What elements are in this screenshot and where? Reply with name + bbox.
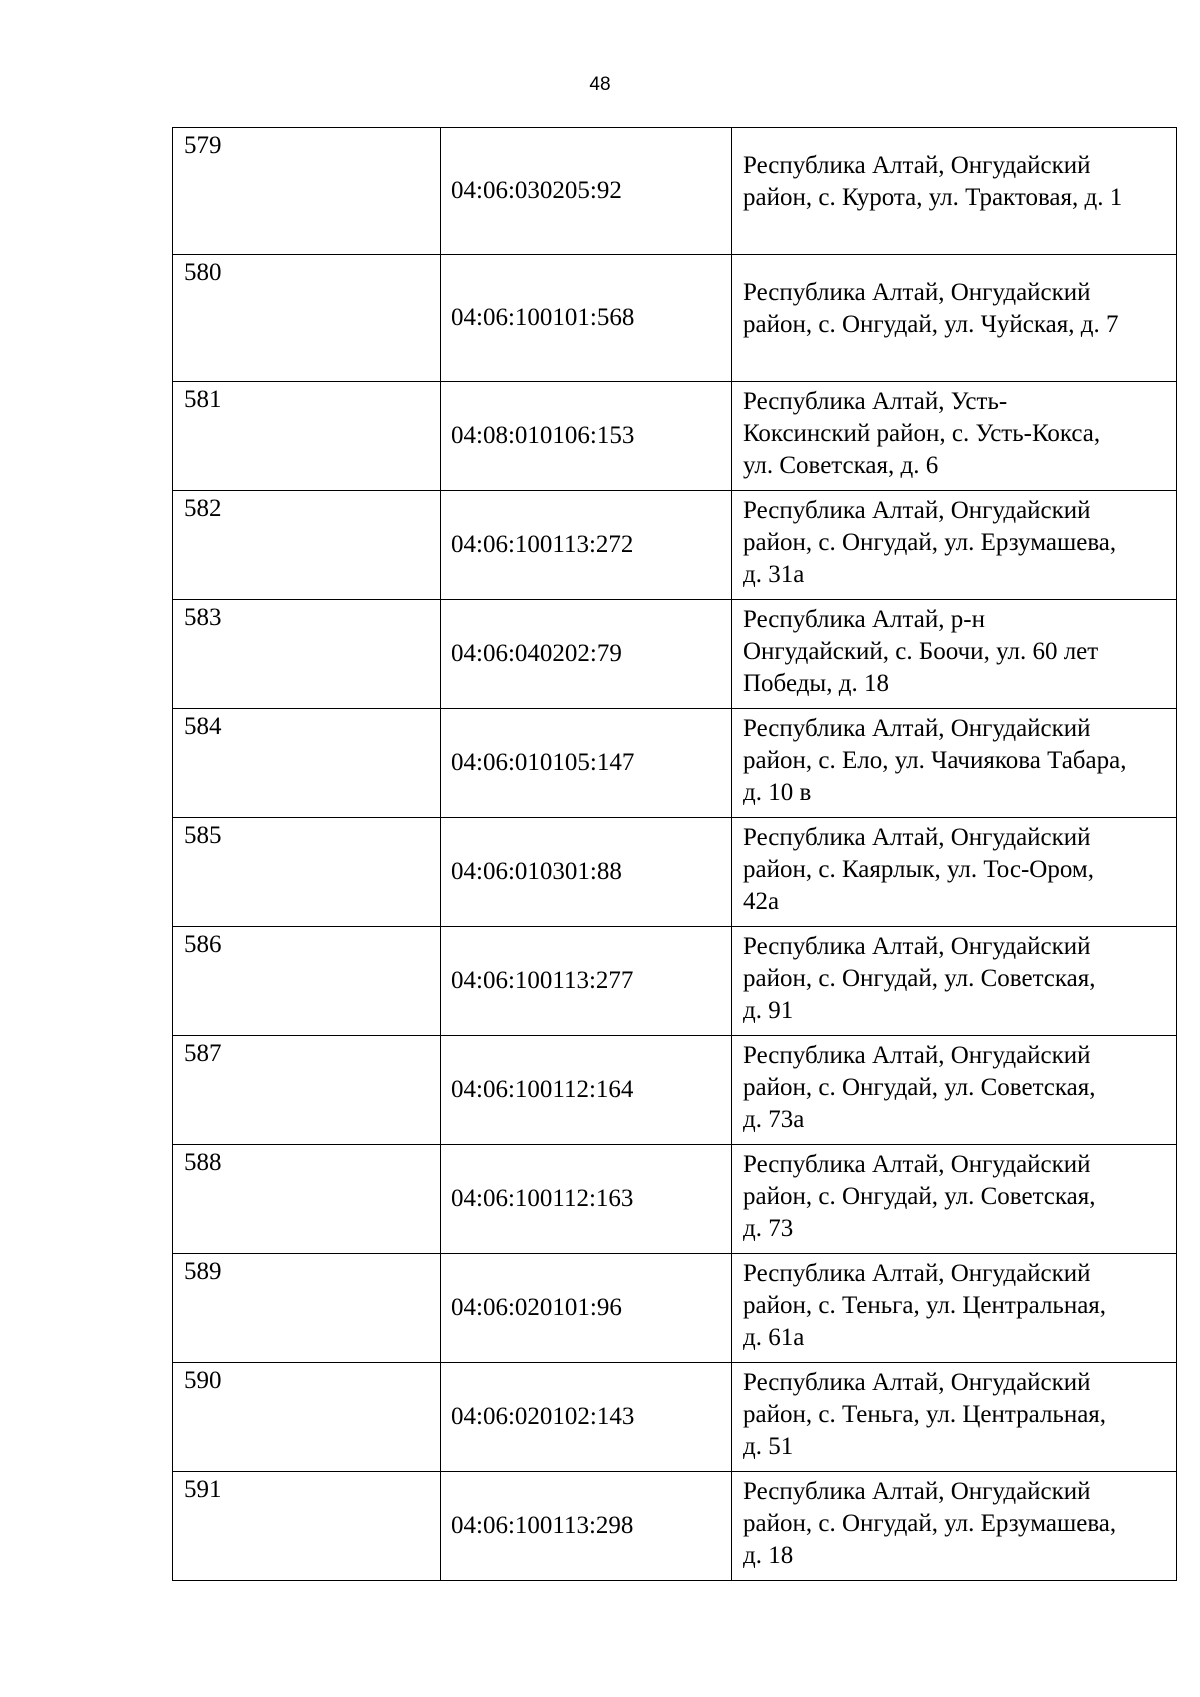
address-line: Онгудайский, с. Боочи, ул. 60 лет xyxy=(743,638,1099,665)
table-row xyxy=(173,382,1177,491)
address-cell xyxy=(732,1145,1177,1254)
cadastral-number-cell: 04:06:040202:79 xyxy=(441,600,732,709)
address-line: район, с. Онгудай, ул. Ерзумашева, xyxy=(743,1510,1117,1537)
address-line: Республика Алтай, Онгудайский xyxy=(743,824,1091,851)
row-number-cell: 584 xyxy=(173,709,441,818)
table-row xyxy=(173,1254,1177,1363)
address-line: район, с. Онгудай, ул. Советская, xyxy=(743,1183,1096,1210)
table-row xyxy=(173,1472,1177,1581)
row-number-cell: 581 xyxy=(173,382,441,491)
address-cell xyxy=(732,382,1177,491)
address-line: Республика Алтай, Онгудайский xyxy=(743,715,1091,742)
address-cell xyxy=(732,600,1177,709)
address-line: д. 61а xyxy=(743,1324,805,1351)
address-line: д. 31а xyxy=(743,561,805,588)
row-number-cell: 590 xyxy=(173,1363,441,1472)
table-body xyxy=(173,128,1177,1581)
address-line: ул. Советская, д. 6 xyxy=(743,452,939,479)
address-line: Республика Алтай, р-н xyxy=(743,606,985,633)
address-line: район, с. Онгудай, ул. Чуйская, д. 7 xyxy=(743,311,1119,338)
address-line: район, с. Онгудай, ул. Ерзумашева, xyxy=(743,529,1117,556)
table-row xyxy=(173,600,1177,709)
row-number-cell: 586 xyxy=(173,927,441,1036)
cadastral-number-cell: 04:06:020101:96 xyxy=(441,1254,732,1363)
address-line: Республика Алтай, Онгудайский xyxy=(743,1042,1091,1069)
address-line: Коксинский район, с. Усть-Кокса, xyxy=(743,420,1101,447)
cadastral-number-cell: 04:06:100112:163 xyxy=(441,1145,732,1254)
cadastral-number-cell: 04:06:030205:92 xyxy=(441,128,732,255)
cadastral-number-cell: 04:06:010105:147 xyxy=(441,709,732,818)
address-line: Республика Алтай, Онгудайский xyxy=(743,1260,1091,1287)
address-line: д. 73а xyxy=(743,1106,805,1133)
address-line: д. 51 xyxy=(743,1433,794,1460)
address-line: район, с. Теньга, ул. Центральная, xyxy=(743,1401,1107,1428)
address-cell xyxy=(732,1036,1177,1145)
address-line: район, с. Теньга, ул. Центральная, xyxy=(743,1292,1107,1319)
row-number-cell: 585 xyxy=(173,818,441,927)
address-line: д. 91 xyxy=(743,997,794,1024)
address-line: Республика Алтай, Онгудайский xyxy=(743,279,1091,306)
address-line: Республика Алтай, Онгудайский xyxy=(743,1151,1091,1178)
address-cell xyxy=(732,255,1177,382)
row-number-cell: 579 xyxy=(173,128,441,255)
cadastral-number-cell: 04:06:100113:298 xyxy=(441,1472,732,1581)
address-line: район, с. Каярлык, ул. Тос-Ором, xyxy=(743,856,1094,883)
address-line: район, с. Онгудай, ул. Советская, xyxy=(743,1074,1096,1101)
address-line: район, с. Онгудай, ул. Советская, xyxy=(743,965,1096,992)
address-cell xyxy=(732,1472,1177,1581)
address-line: 42а xyxy=(743,888,780,915)
address-cell xyxy=(732,927,1177,1036)
address-line: д. 10 в xyxy=(743,779,812,806)
cadastral-number-cell: 04:06:100112:164 xyxy=(441,1036,732,1145)
table-row xyxy=(173,491,1177,600)
table-row xyxy=(173,818,1177,927)
row-number-cell: 589 xyxy=(173,1254,441,1363)
row-number-cell: 588 xyxy=(173,1145,441,1254)
address-cell xyxy=(732,709,1177,818)
address-line: Республика Алтай, Онгудайский xyxy=(743,1369,1091,1396)
address-line: Республика Алтай, Усть- xyxy=(743,388,1008,415)
table-row xyxy=(173,128,1177,255)
address-line: Республика Алтай, Онгудайский xyxy=(743,497,1091,524)
address-line: Республика Алтай, Онгудайский xyxy=(743,933,1091,960)
cadastral-number-cell: 04:08:010106:153 xyxy=(441,382,732,491)
table-row xyxy=(173,1036,1177,1145)
address-line: Республика Алтай, Онгудайский xyxy=(743,1478,1091,1505)
row-number-cell: 587 xyxy=(173,1036,441,1145)
cadastral-number-cell: 04:06:100113:272 xyxy=(441,491,732,600)
row-number-cell: 583 xyxy=(173,600,441,709)
address-line: район, с. Курота, ул. Трактовая, д. 1 xyxy=(743,184,1123,211)
address-line: Победы, д. 18 xyxy=(743,670,889,697)
cadastral-number-cell: 04:06:100113:277 xyxy=(441,927,732,1036)
row-number-cell: 582 xyxy=(173,491,441,600)
address-line: Республика Алтай, Онгудайский xyxy=(743,152,1091,179)
page-number: 48 xyxy=(589,74,611,95)
table-row xyxy=(173,1363,1177,1472)
address-line: район, с. Ело, ул. Чачиякова Табара, xyxy=(743,747,1127,774)
address-cell xyxy=(732,1254,1177,1363)
cadastral-number-cell: 04:06:100101:568 xyxy=(441,255,732,382)
table-row xyxy=(173,255,1177,382)
cadastral-number-cell: 04:06:020102:143 xyxy=(441,1363,732,1472)
cadastral-number-cell: 04:06:010301:88 xyxy=(441,818,732,927)
property-registry-table xyxy=(172,127,1177,1581)
address-cell xyxy=(732,128,1177,255)
row-number-cell: 580 xyxy=(173,255,441,382)
table-row xyxy=(173,709,1177,818)
row-number-cell: 591 xyxy=(173,1472,441,1581)
address-cell xyxy=(732,818,1177,927)
address-cell xyxy=(732,491,1177,600)
address-line: д. 18 xyxy=(743,1542,794,1569)
address-cell xyxy=(732,1363,1177,1472)
table-row xyxy=(173,927,1177,1036)
table-row xyxy=(173,1145,1177,1254)
address-line: д. 73 xyxy=(743,1215,794,1242)
